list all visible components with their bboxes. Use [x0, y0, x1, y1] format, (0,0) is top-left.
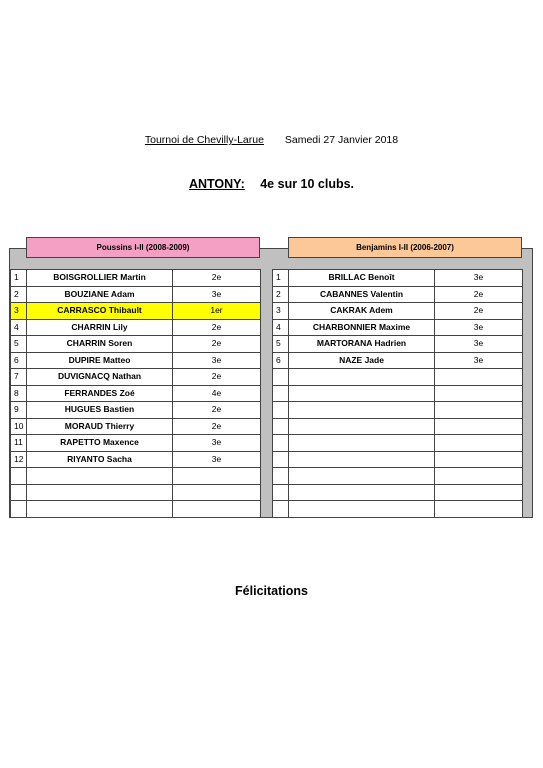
- player-place: [435, 369, 523, 386]
- row-number: 2: [273, 286, 289, 303]
- table-row: [11, 418, 261, 435]
- player-place: 3e: [173, 286, 261, 303]
- table-row: [11, 319, 261, 336]
- row-number: [273, 402, 289, 419]
- player-name: [289, 451, 435, 468]
- player-name: CARRASCO Thibault: [27, 303, 173, 320]
- player-place: 3e: [173, 352, 261, 369]
- player-name: BRILLAC Benoît: [289, 270, 435, 287]
- player-place: 3e: [435, 319, 523, 336]
- table-row: [11, 352, 261, 369]
- player-name: [289, 418, 435, 435]
- row-number: [273, 451, 289, 468]
- row-number: [273, 418, 289, 435]
- row-number: 2: [11, 286, 27, 303]
- player-place: [173, 501, 261, 518]
- table-row: [11, 270, 261, 287]
- club-ranking: 4e sur 10 clubs.: [260, 177, 355, 191]
- row-number: 3: [273, 303, 289, 320]
- player-name: [289, 385, 435, 402]
- row-number: 1: [273, 270, 289, 287]
- poussins-header: Poussins I-II (2008-2009): [26, 237, 260, 258]
- row-number: 7: [11, 369, 27, 386]
- benjamins-table: [272, 269, 523, 518]
- table-row: [273, 303, 523, 320]
- player-name: BOISGROLLIER Martin: [27, 270, 173, 287]
- club-name: ANTONY:: [188, 177, 245, 191]
- player-name: [289, 484, 435, 501]
- player-place: 2e: [173, 402, 261, 419]
- table-row: [11, 286, 261, 303]
- row-number: 6: [273, 352, 289, 369]
- table-row: [273, 501, 523, 518]
- row-number: 5: [273, 336, 289, 353]
- table-row: [11, 385, 261, 402]
- tournament-name: Tournoi de Chevilly-Larue: [144, 134, 264, 146]
- table-row: [11, 336, 261, 353]
- player-place: 2e: [173, 270, 261, 287]
- row-number: [273, 468, 289, 485]
- player-place: 3e: [173, 435, 261, 452]
- player-name: HUGUES Bastien: [27, 402, 173, 419]
- player-name: MORAUD Thierry: [27, 418, 173, 435]
- row-number: [273, 385, 289, 402]
- player-name: [27, 468, 173, 485]
- table-row: [273, 435, 523, 452]
- row-number: 11: [11, 435, 27, 452]
- player-name: DUVIGNACQ Nathan: [27, 369, 173, 386]
- table-row: [273, 484, 523, 501]
- tournament-date: Samedi 27 Janvier 2018: [284, 134, 399, 146]
- table-row: [273, 402, 523, 419]
- player-place: [173, 484, 261, 501]
- row-number: 3: [11, 303, 27, 320]
- player-name: CHARRIN Lily: [27, 319, 173, 336]
- player-place: [435, 385, 523, 402]
- header-line: [0, 134, 543, 146]
- table-row: [11, 402, 261, 419]
- table-row: [273, 468, 523, 485]
- table-row: [273, 451, 523, 468]
- player-name: [27, 501, 173, 518]
- player-name: [289, 501, 435, 518]
- table-row: [11, 435, 261, 452]
- row-number: [273, 484, 289, 501]
- table-row: [273, 270, 523, 287]
- row-number: 4: [273, 319, 289, 336]
- player-name: [289, 402, 435, 419]
- player-place: 3e: [435, 336, 523, 353]
- player-name: RAPETTO Maxence: [27, 435, 173, 452]
- table-row: [11, 468, 261, 485]
- player-name: NAZE Jade: [289, 352, 435, 369]
- player-name: DUPIRE Matteo: [27, 352, 173, 369]
- player-name: [27, 484, 173, 501]
- player-place: 3e: [435, 270, 523, 287]
- row-number: [273, 435, 289, 452]
- player-place: 2e: [173, 319, 261, 336]
- player-place: 1er: [173, 303, 261, 320]
- player-name: RIYANTO Sacha: [27, 451, 173, 468]
- player-place: [435, 501, 523, 518]
- player-name: [289, 369, 435, 386]
- table-row: [273, 385, 523, 402]
- player-place: 4e: [173, 385, 261, 402]
- row-number: 4: [11, 319, 27, 336]
- benjamins-header: Benjamins I-II (2006-2007): [288, 237, 522, 258]
- player-name: [289, 468, 435, 485]
- club-result: [0, 177, 543, 191]
- player-place: 2e: [435, 286, 523, 303]
- row-number: 12: [11, 451, 27, 468]
- table-row: [273, 336, 523, 353]
- row-number: [273, 369, 289, 386]
- row-number: [273, 501, 289, 518]
- player-place: 2e: [173, 369, 261, 386]
- row-number: 1: [11, 270, 27, 287]
- player-name: FERRANDES Zoé: [27, 385, 173, 402]
- player-place: 3e: [173, 451, 261, 468]
- table-row: [11, 369, 261, 386]
- player-place: [173, 468, 261, 485]
- player-name: CHARRIN Soren: [27, 336, 173, 353]
- row-number: [11, 484, 27, 501]
- player-name: MARTORANA Hadrien: [289, 336, 435, 353]
- player-name: [289, 435, 435, 452]
- table-row: [273, 286, 523, 303]
- table-row: [273, 352, 523, 369]
- row-number: 9: [11, 402, 27, 419]
- player-place: [435, 418, 523, 435]
- table-row: [11, 501, 261, 518]
- player-place: 2e: [435, 303, 523, 320]
- congratulations: Félicitations: [235, 584, 308, 598]
- player-place: [435, 484, 523, 501]
- player-place: 2e: [173, 418, 261, 435]
- player-place: [435, 468, 523, 485]
- row-number: [11, 501, 27, 518]
- player-place: [435, 451, 523, 468]
- player-place: [435, 435, 523, 452]
- player-name: CHARBONNIER Maxime: [289, 319, 435, 336]
- player-place: [435, 402, 523, 419]
- row-number: [11, 468, 27, 485]
- row-number: 10: [11, 418, 27, 435]
- player-place: 2e: [173, 336, 261, 353]
- row-number: 6: [11, 352, 27, 369]
- table-row: [273, 319, 523, 336]
- table-row: [273, 418, 523, 435]
- player-place: 3e: [435, 352, 523, 369]
- row-number: 5: [11, 336, 27, 353]
- table-row: [11, 303, 261, 320]
- row-number: 8: [11, 385, 27, 402]
- table-row: [11, 484, 261, 501]
- player-name: CAKRAK Adem: [289, 303, 435, 320]
- player-name: CABANNES Valentin: [289, 286, 435, 303]
- poussins-table: [10, 269, 261, 518]
- table-row: [273, 369, 523, 386]
- table-row: [11, 451, 261, 468]
- player-name: BOUZIANE Adam: [27, 286, 173, 303]
